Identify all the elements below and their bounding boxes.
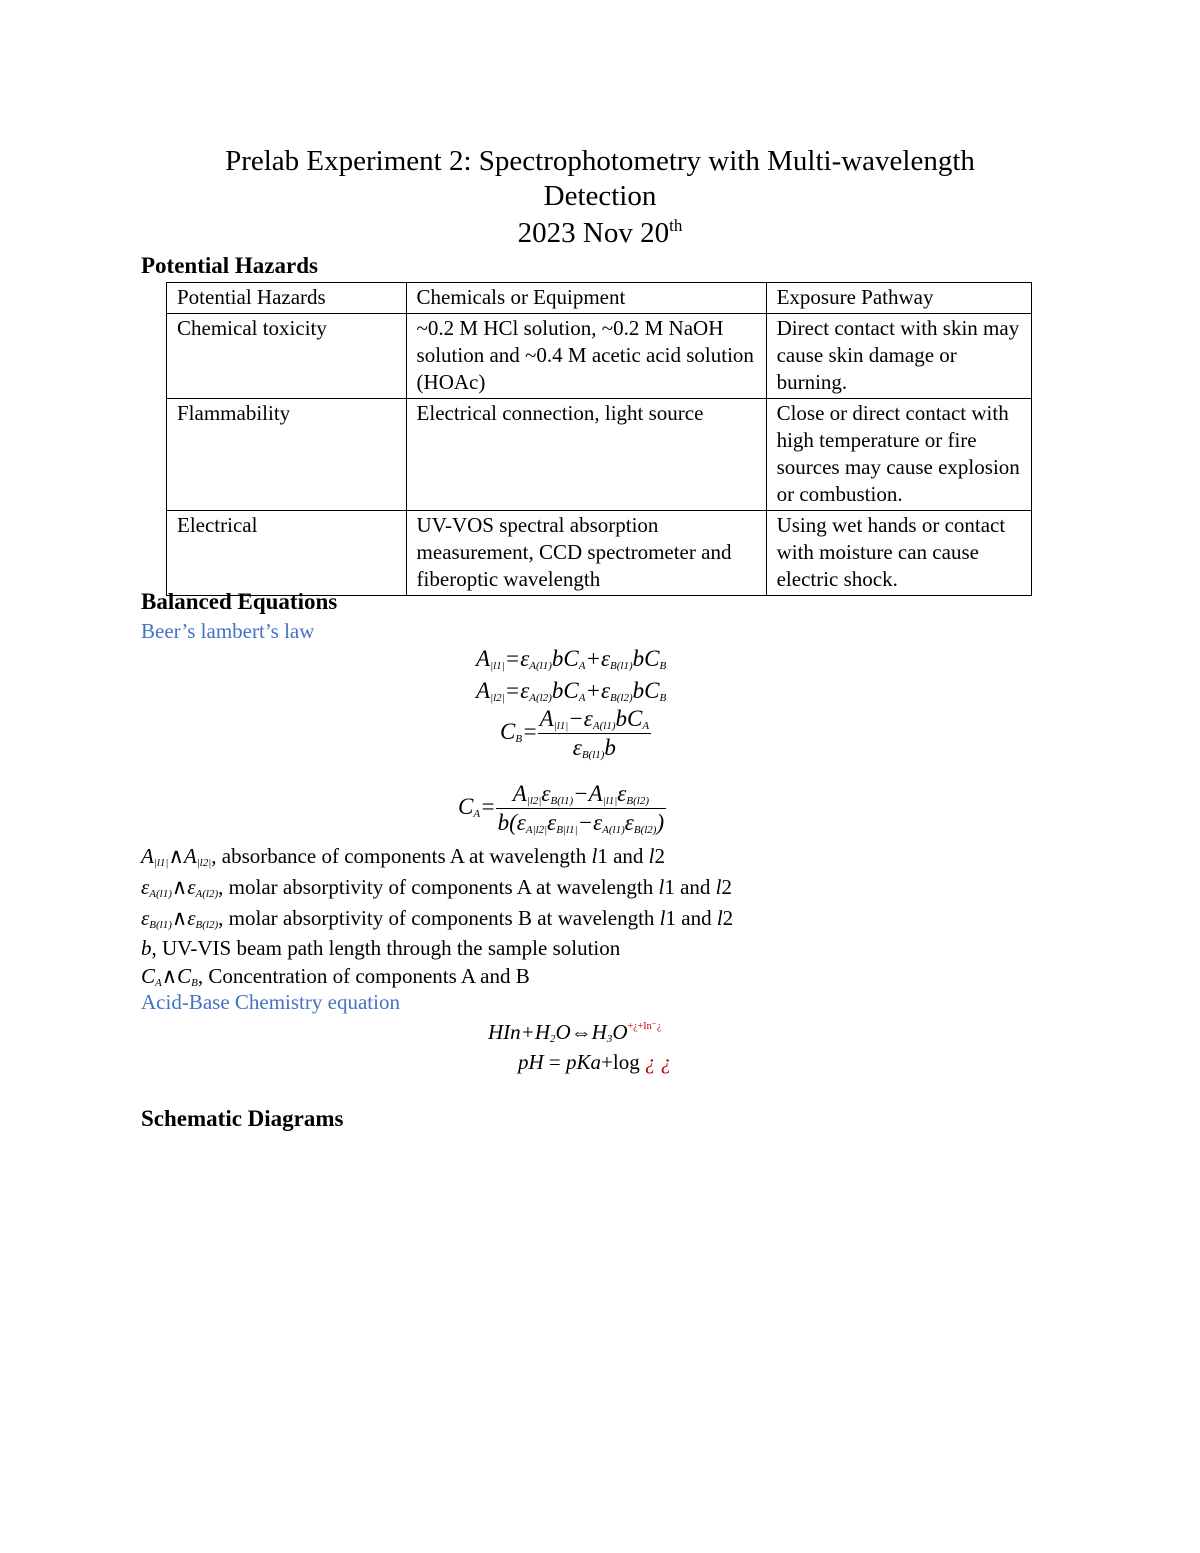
chemical-cell: Electrical connection, light source bbox=[406, 399, 766, 511]
table-row bbox=[167, 314, 1032, 399]
equation-concentration-b: $C_B=$ $\frac{A_{|l1|}-\varepsilon_{A(l1)}bC_A}{\varepsilon_{B(l1)}b}$ bbox=[500, 706, 650, 761]
column-header: Potential Hazards bbox=[167, 283, 407, 314]
definition-absorptivity-a: $\varepsilon_{A(l1)}\wedge\varepsilon_{A(l2)}$, molar absorptivity of components A at wavelength l1 and l2 bbox=[141, 875, 733, 900]
hazards-table bbox=[166, 282, 1032, 596]
beer-lambert-label: Beer’s lambert’s law bbox=[141, 619, 315, 643]
pathway-cell: Direct contact with skin may cause skin damage or burning. bbox=[766, 314, 1031, 399]
pathway-cell: Close or direct contact with high temperature or fire sources may cause explosion or combustion. bbox=[766, 399, 1031, 511]
balanced-equations-heading: Balanced Equations bbox=[141, 589, 338, 614]
column-header: Exposure Pathway bbox=[766, 283, 1031, 314]
date-suffix: th bbox=[669, 216, 683, 235]
column-header: Chemicals or Equipment bbox=[406, 283, 766, 314]
equation-absorbance-l1: $A_{|l1|}=\varepsilon_{A(l1)}bC_A+\varepsilon_{B(l1)}bC_B$ bbox=[476, 646, 667, 672]
schematic-diagrams-heading: Schematic Diagrams bbox=[141, 1106, 344, 1131]
equation-concentration-a: $C_A=$ $\frac{A_{|l2|}\varepsilon_{B(l1)}-A_{|l1|}\varepsilon_{B(l2)}}{b(\varepsilon_{A|l2|}\varepsilon_{B|l1|}-\varepsilon_{A(l1)}\varepsilon_{B(l2)})}$ bbox=[458, 781, 665, 836]
table-row bbox=[167, 511, 1032, 596]
definition-concentration: $C_A\wedge C_B$, Concentration of components A and B bbox=[141, 964, 530, 989]
hazard-cell: Electrical bbox=[167, 511, 407, 596]
document-title-line1: Prelab Experiment 2: Spectrophotometry with Multi-wavelength bbox=[225, 145, 975, 177]
chemical-cell: UV-VOS spectral absorption measurement, CCD spectrometer and fiberoptic wavelength bbox=[406, 511, 766, 596]
hazard-cell: Chemical toxicity bbox=[167, 314, 407, 399]
definition-path-length: b, UV-VIS beam path length through the sample solution bbox=[141, 936, 621, 960]
document-date bbox=[0, 215, 1200, 251]
hazard-cell: Flammability bbox=[167, 399, 407, 511]
document-title-line2: Detection bbox=[543, 180, 657, 212]
definition-absorbance: $A_{|l1|}\wedge A_{|l2|}$, absorbance of components A at wavelength l1 and l2 bbox=[141, 844, 665, 869]
table-row bbox=[167, 399, 1032, 511]
acid-base-label: Acid-Base Chemistry equation bbox=[141, 990, 400, 1014]
chemical-cell: ~0.2 M HCl solution, ~0.2 M NaOH solution and ~0.4 M acetic acid solution (HOAc) bbox=[406, 314, 766, 399]
potential-hazards-heading: Potential Hazards bbox=[141, 253, 318, 278]
ph-equation: pH = pKa+log ¿ ¿ bbox=[518, 1050, 672, 1074]
acid-base-equation: $HIn+H_2O\Leftrightarrow H_3O^{+¿+In^-¿}$ bbox=[488, 1020, 662, 1045]
definition-absorptivity-b: $\varepsilon_{B(l1)}\wedge\varepsilon_{B(l2)}$, molar absorptivity of components B at wavelength l1 and l2 bbox=[141, 906, 734, 931]
equation-absorbance-l2: $A_{|l2|}=\varepsilon_{A(l2)}bC_A+\varepsilon_{B(l2)}bC_B$ bbox=[476, 678, 667, 704]
table-header-row bbox=[167, 283, 1032, 314]
date-main: 2023 Nov 20 bbox=[517, 217, 670, 249]
pathway-cell: Using wet hands or contact with moisture can cause electric shock. bbox=[766, 511, 1031, 596]
